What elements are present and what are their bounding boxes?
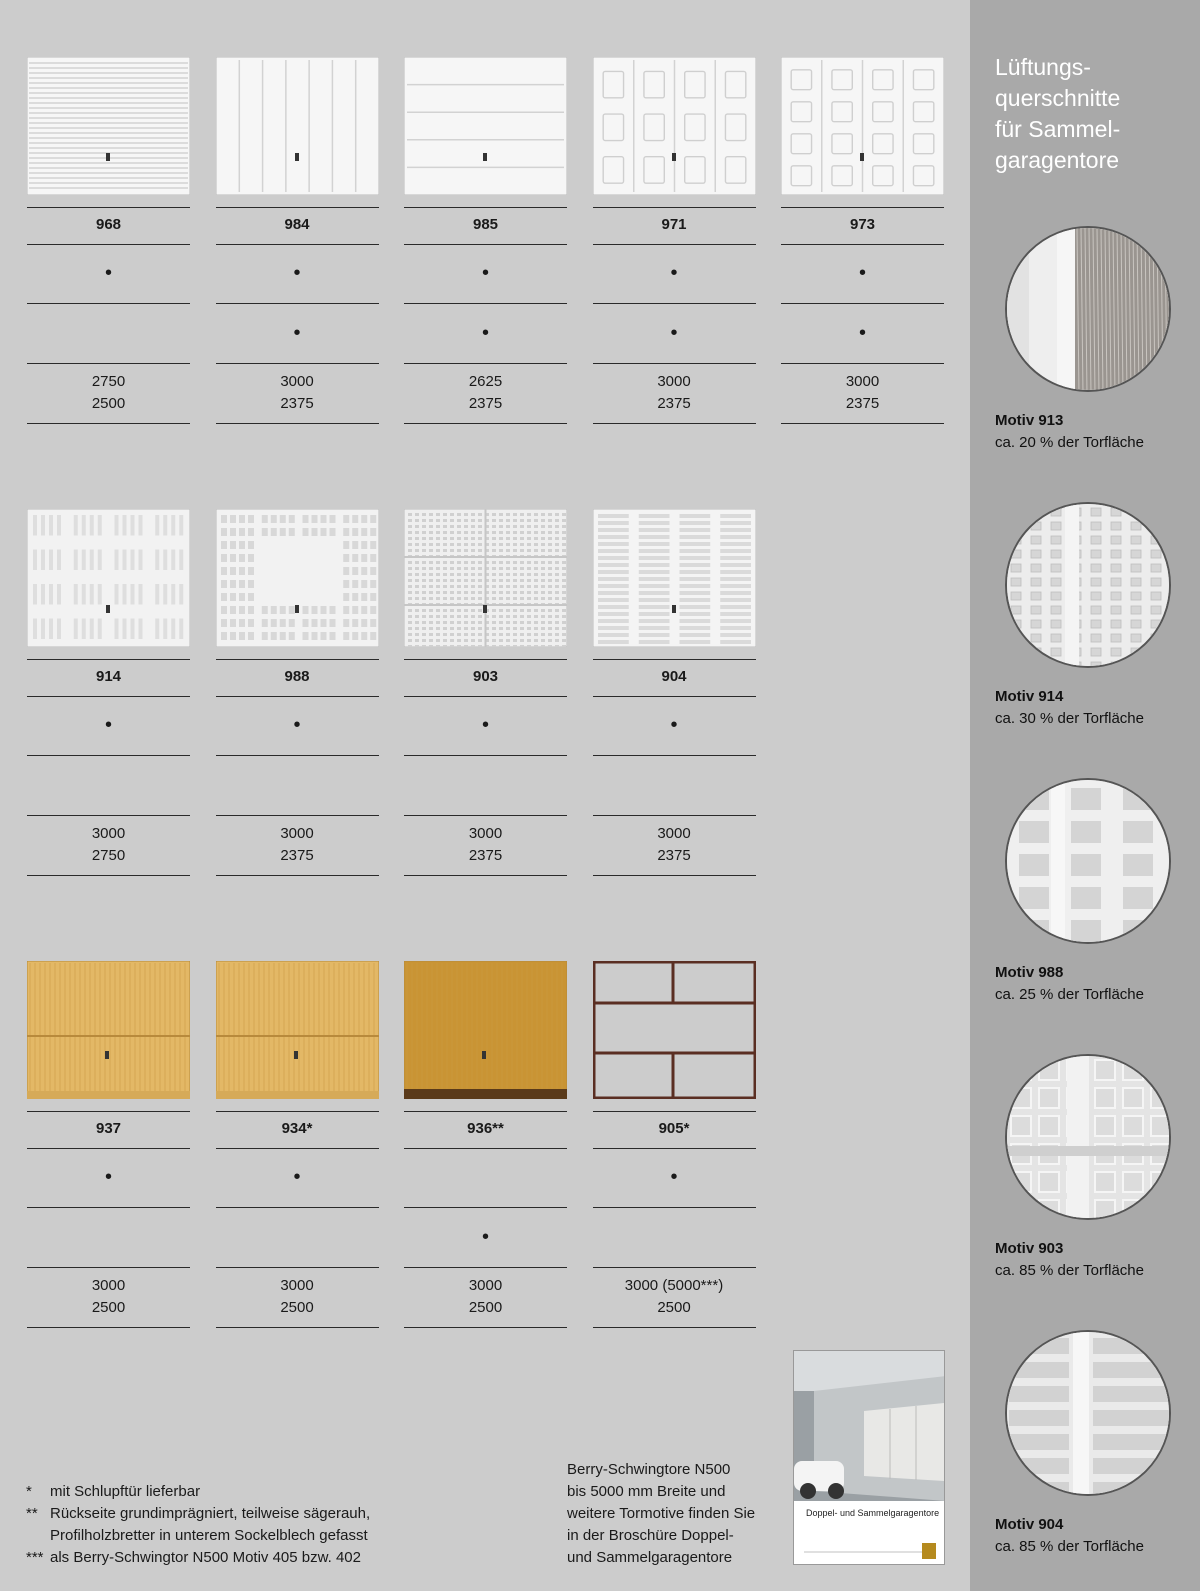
availability-mark: • (670, 262, 678, 284)
footnote (26, 1503, 370, 1525)
availability-mark: • (293, 322, 301, 344)
divider (216, 423, 379, 424)
motif-name: Motiv 988 (995, 964, 1064, 981)
door-width: 3000 (468, 825, 503, 842)
motif-name: Motiv 914 (995, 688, 1064, 705)
brochure-cover-title: Doppel- und Sammelgaragentore (806, 1508, 940, 1518)
door-width: 3000 (280, 1277, 314, 1294)
divider (216, 244, 379, 245)
divider (593, 244, 756, 245)
door-height: 2750 (91, 847, 126, 864)
availability-mark: • (293, 1166, 301, 1188)
divider (593, 755, 756, 756)
availability-mark: • (104, 262, 112, 284)
availability-mark: • (670, 1166, 678, 1188)
brochure-cover-image (793, 1350, 945, 1565)
divider (216, 659, 379, 660)
divider (216, 1267, 379, 1268)
motif-closeup-image (1005, 1330, 1171, 1496)
divider (781, 423, 944, 424)
sidebar-title-line: für Sammel- (995, 116, 1121, 142)
door-image (216, 961, 379, 1099)
motif-closeup-image (1005, 1054, 1171, 1220)
door-height: 2375 (280, 395, 314, 412)
divider (404, 207, 567, 208)
divider (27, 875, 190, 876)
divider (404, 1327, 567, 1328)
door-handle (295, 605, 299, 613)
door-handle (106, 605, 110, 613)
availability-mark: • (858, 262, 866, 284)
brochure-note-line: in der Broschüre Doppel- (567, 1527, 734, 1544)
door-width: 3000 (657, 825, 691, 842)
door-height: 2375 (845, 395, 880, 412)
divider (216, 1207, 379, 1208)
brochure-note-line: weitere Tormotive finden Sie (567, 1505, 756, 1522)
divider (404, 755, 567, 756)
divider (216, 875, 379, 876)
ventilation-sidebar (970, 0, 1200, 1591)
sidebar-title-line: garagentore (995, 147, 1120, 173)
divider (27, 1148, 190, 1149)
divider (216, 1148, 379, 1149)
divider (593, 875, 756, 876)
divider (27, 696, 190, 697)
divider (27, 423, 190, 424)
divider (404, 363, 567, 364)
divider (216, 815, 379, 816)
divider (593, 303, 756, 304)
door-height: 2375 (657, 395, 691, 412)
door-motif-number: 905* (658, 1120, 690, 1137)
divider (404, 1207, 567, 1208)
door-width: 2625 (468, 373, 503, 390)
divider (781, 244, 944, 245)
motif-name: Motiv 903 (995, 1240, 1064, 1257)
door-motif-number: 968 (95, 216, 122, 233)
door-handle (482, 1051, 486, 1059)
availability-mark: • (670, 322, 678, 344)
door-height: 2500 (280, 1299, 314, 1316)
divider (27, 1111, 190, 1112)
divider (404, 423, 567, 424)
motif-ventilation-share: ca. 85 % der Torfläche (995, 1538, 1144, 1555)
availability-mark: • (481, 262, 489, 284)
divider (27, 659, 190, 660)
motif-name: Motiv 904 (995, 1516, 1064, 1533)
divider (27, 303, 190, 304)
door-height: 2375 (468, 395, 503, 412)
footnote-text: mit Schlupftür lieferbar (50, 1483, 201, 1500)
availability-mark: • (293, 714, 301, 736)
divider (216, 363, 379, 364)
door-width: 3000 (657, 373, 691, 390)
divider (781, 303, 944, 304)
door-motif-number: 904 (661, 668, 687, 685)
divider (27, 244, 190, 245)
divider (593, 815, 756, 816)
divider (27, 207, 190, 208)
door-height: 2500 (91, 395, 126, 412)
sidebar-title-line: querschnitte (995, 85, 1121, 111)
availability-mark: • (858, 322, 866, 344)
door-height: 2500 (657, 1299, 691, 1316)
door-motif-number: 914 (95, 668, 122, 685)
door-image (404, 57, 567, 195)
divider (404, 659, 567, 660)
footnotes (26, 1481, 370, 1569)
divider (593, 1207, 756, 1208)
door-motif-number: 973 (849, 216, 876, 233)
sidebar-title-line: Lüftungs- (995, 54, 1091, 80)
footnote-text: Profilholzbretter in unterem Sockelblech gefasst (50, 1527, 368, 1544)
divider (593, 1111, 756, 1112)
door-height: 2500 (468, 1299, 503, 1316)
door-image (27, 961, 190, 1099)
door-motif-number: 985 (472, 216, 499, 233)
door-handle (105, 1051, 109, 1059)
door-width: 3000 (845, 373, 880, 390)
motif-closeup-image (1005, 502, 1171, 668)
door-handle (106, 153, 110, 161)
motif-ventilation-share: ca. 85 % der Torfläche (995, 1262, 1144, 1279)
brochure-note (567, 1459, 777, 1569)
availability-mark: • (104, 714, 112, 736)
footnote (26, 1547, 370, 1569)
divider (593, 659, 756, 660)
door-image (781, 57, 944, 195)
divider (27, 815, 190, 816)
door-width: 3000 (280, 825, 314, 842)
door-motif-number: 984 (284, 216, 310, 233)
motif-name: Motiv 913 (995, 412, 1064, 429)
door-motif-number: 936** (467, 1120, 504, 1137)
door-motif-number: 988 (284, 668, 310, 685)
divider (593, 363, 756, 364)
availability-mark: • (670, 714, 678, 736)
divider (216, 1327, 379, 1328)
divider (781, 207, 944, 208)
door-motif-number: 903 (472, 668, 499, 685)
door-handle (860, 153, 864, 161)
availability-mark: • (481, 714, 489, 736)
divider (404, 1267, 567, 1268)
door-image (404, 509, 567, 647)
door-image (404, 961, 567, 1099)
door-height: 2375 (657, 847, 691, 864)
divider (593, 207, 756, 208)
divider (27, 755, 190, 756)
divider (404, 875, 567, 876)
door-height: 2375 (280, 847, 314, 864)
door-handle (672, 153, 676, 161)
availability-mark: • (481, 1226, 489, 1248)
door-handle (483, 153, 487, 161)
door-height: 2375 (468, 847, 503, 864)
divider (593, 1327, 756, 1328)
door-image (216, 57, 379, 195)
brochure-note-line: bis 5000 mm Breite und (567, 1483, 726, 1500)
door-width: 3000 (280, 373, 314, 390)
divider (216, 696, 379, 697)
divider (27, 1267, 190, 1268)
divider (593, 423, 756, 424)
divider (404, 815, 567, 816)
door-width: 3000 (91, 1277, 126, 1294)
availability-mark: • (481, 322, 489, 344)
door-image (27, 57, 190, 195)
door-width: 2750 (91, 373, 126, 390)
footnote-text: Rückseite grundimprägniert, teilweise sägerauh, (50, 1505, 371, 1522)
divider (404, 696, 567, 697)
divider (27, 1327, 190, 1328)
door-handle (483, 605, 487, 613)
sidebar-title (995, 52, 1120, 176)
divider (781, 363, 944, 364)
divider (216, 1111, 379, 1112)
divider (404, 244, 567, 245)
divider (404, 303, 567, 304)
door-height: 2500 (91, 1299, 126, 1316)
motif-ventilation-share: ca. 30 % der Torfläche (995, 710, 1144, 727)
footnote-text: als Berry-Schwingtor N500 Motiv 405 bzw. 402 (50, 1549, 361, 1566)
divider (27, 1207, 190, 1208)
door-image (27, 509, 190, 647)
motif-closeup-image (1005, 226, 1171, 392)
motif-ventilation-share: ca. 25 % der Torfläche (995, 986, 1144, 1003)
divider (216, 207, 379, 208)
door-motif-number: 934* (281, 1120, 313, 1137)
door-handle (294, 1051, 298, 1059)
divider (216, 303, 379, 304)
availability-mark: • (104, 1166, 112, 1188)
door-image (593, 57, 756, 195)
divider (27, 363, 190, 364)
door-image (593, 509, 756, 647)
footnote (26, 1481, 370, 1503)
footnote-mark: ** (26, 1505, 38, 1522)
door-handle (295, 153, 299, 161)
availability-mark: • (293, 262, 301, 284)
door-width: 3000 (91, 825, 126, 842)
door-width: 3000 (468, 1277, 503, 1294)
divider (404, 1111, 567, 1112)
footnote (26, 1525, 370, 1547)
divider (404, 1148, 567, 1149)
divider (593, 1148, 756, 1149)
footnote-mark: *** (26, 1549, 44, 1566)
door-image (216, 509, 379, 647)
brochure-note-line: und Sammelgaragentore (567, 1549, 733, 1566)
door-motif-number: 971 (661, 216, 687, 233)
door-width: 3000 (5000***) (624, 1277, 724, 1294)
door-motif-number: 937 (95, 1120, 122, 1137)
door-image (593, 961, 756, 1099)
divider (216, 755, 379, 756)
brochure-note-line: Berry-Schwingtore N500 (567, 1461, 731, 1478)
motif-ventilation-share: ca. 20 % der Torfläche (995, 434, 1144, 451)
motif-closeup-image (1005, 778, 1171, 944)
footnote-mark: * (26, 1483, 32, 1500)
divider (593, 1267, 756, 1268)
door-handle (672, 605, 676, 613)
divider (593, 696, 756, 697)
